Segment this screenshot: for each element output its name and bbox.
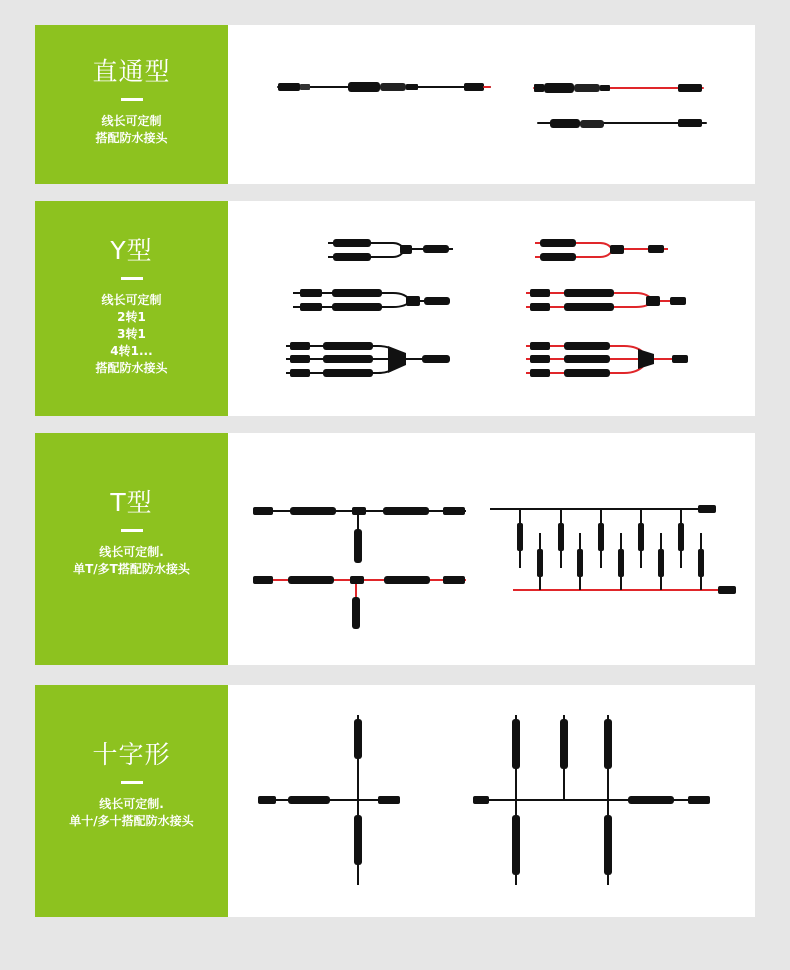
category-desc-line: 单十/多十搭配防水接头 xyxy=(69,814,194,828)
category-title: T型 xyxy=(110,488,153,517)
category-title: 十字形 xyxy=(92,740,171,769)
product-image-y xyxy=(228,201,755,416)
category-title: 直通型 xyxy=(92,57,171,86)
category-desc-line: 线长可定制. xyxy=(99,797,164,811)
category-desc-line: 单T/多T搭配防水接头 xyxy=(73,562,190,576)
category-desc-line: 4转1... xyxy=(110,344,153,358)
category-desc-line: 线长可定制 xyxy=(101,293,162,307)
category-desc-line: 线长可定制 xyxy=(101,114,162,128)
category-desc-line: 3转1 xyxy=(117,327,146,341)
product-image-straight xyxy=(228,25,755,184)
divider xyxy=(121,98,143,101)
divider xyxy=(121,781,143,784)
row-cross xyxy=(35,685,755,917)
category-desc-line: 2转1 xyxy=(117,310,146,324)
category-title: Y型 xyxy=(110,236,153,265)
category-panel-y xyxy=(35,201,228,416)
divider xyxy=(121,529,143,532)
row-straight xyxy=(35,25,755,184)
category-panel-straight xyxy=(35,25,228,184)
row-t xyxy=(35,433,755,665)
category-panel-cross xyxy=(35,685,228,917)
category-desc-line: 搭配防水接头 xyxy=(95,131,168,145)
category-desc-line: 线长可定制. xyxy=(99,545,164,559)
category-desc-line: 搭配防水接头 xyxy=(95,361,168,375)
product-image-cross xyxy=(228,685,755,917)
category-panel-t xyxy=(35,433,228,665)
product-image-t xyxy=(228,433,755,665)
divider xyxy=(121,277,143,280)
row-y xyxy=(35,201,755,416)
